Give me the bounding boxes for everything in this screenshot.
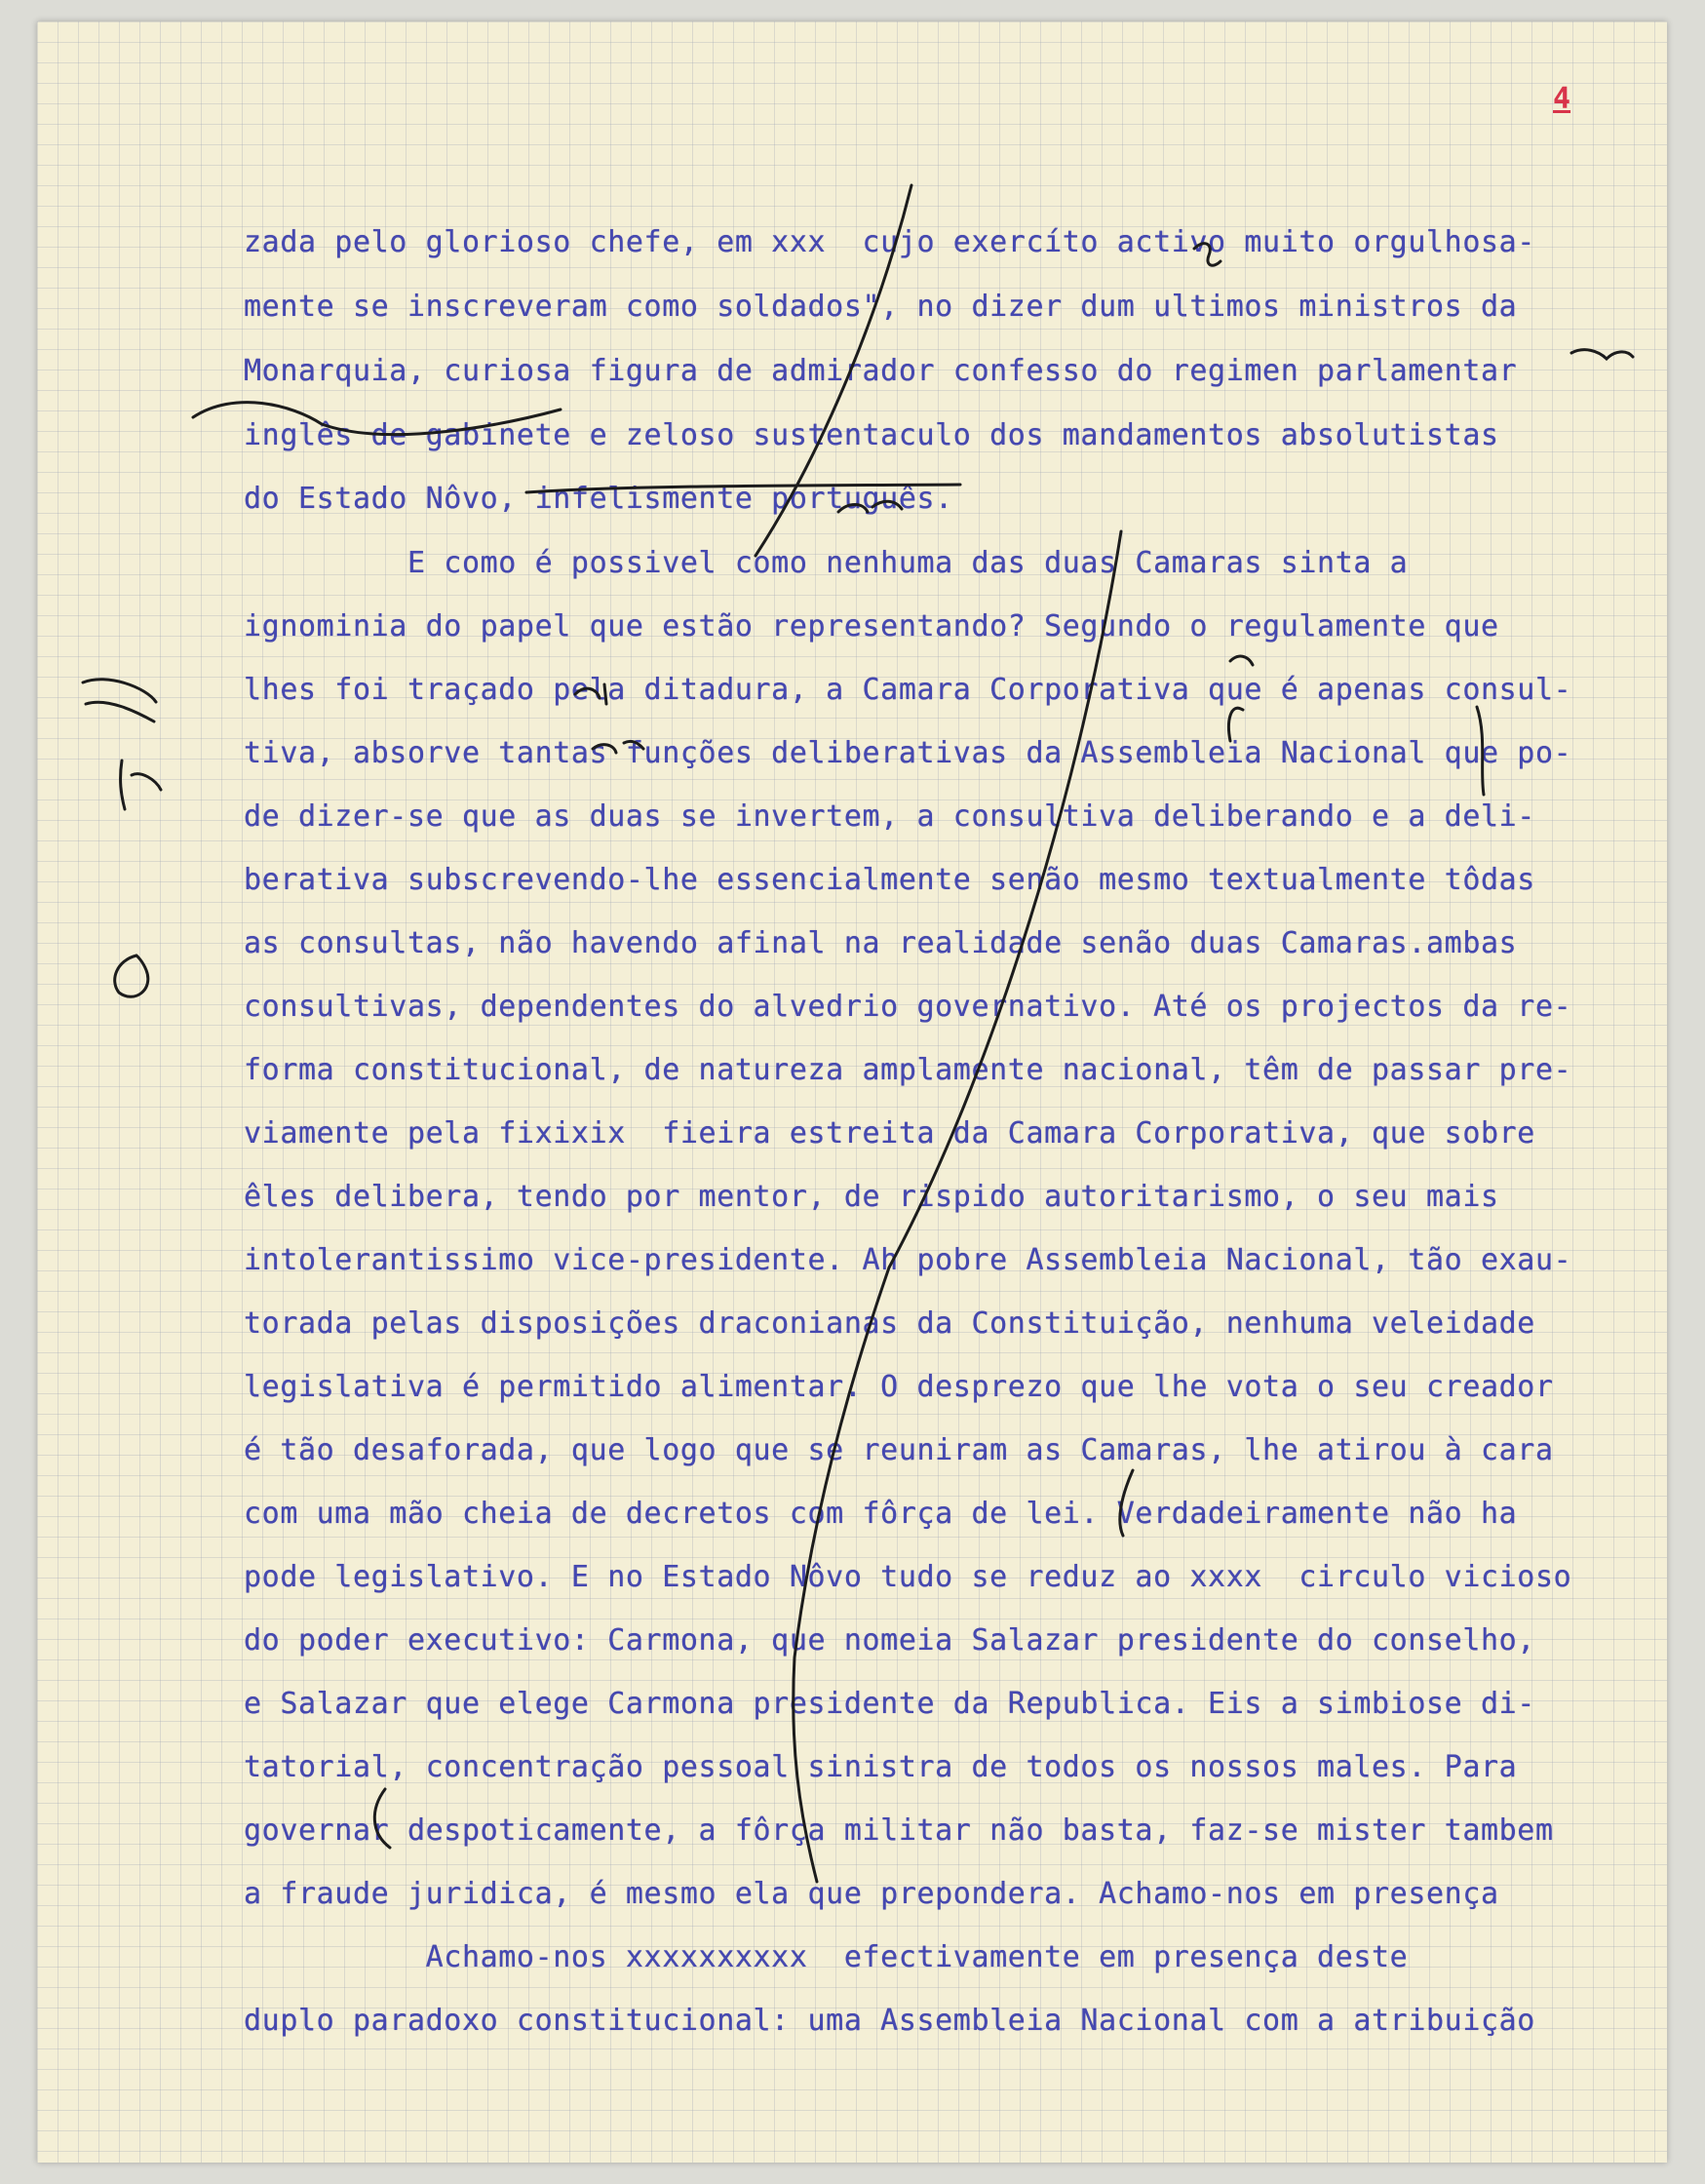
- text-line: berativa subscrevendo-lhe essencialmente senão mesmo textualmente tôdas: [244, 863, 1535, 897]
- text-line: legislativa é permitido alimentar. O desprezo que lhe vota o seu creador: [244, 1370, 1554, 1404]
- text-line: tiva, absorve tantas funções deliberativas da Assembleia Nacional que po-: [244, 736, 1572, 770]
- text-line: viamente pela fixixix fieira estreita da Camara Corporativa, que sobre: [244, 1116, 1535, 1150]
- text-line: intolerantissimo vice-presidente. Ah pobre Assembleia Nacional, tão exau-: [244, 1243, 1572, 1277]
- text-line: inglês de gabinete e zeloso sustentaculo dos mandamentos absolutistas: [244, 418, 1499, 452]
- text-line: Monarquia, curiosa figura de admirador confesso do regimen parlamentar: [244, 354, 1518, 388]
- text-line: com uma mão cheia de decretos com fôrça de lei. Verdadeiramente não ha: [244, 1497, 1518, 1531]
- text-line: as consultas, não havendo afinal na realidade senão duas Camaras.ambas: [244, 926, 1518, 960]
- page-number: 4: [1553, 82, 1571, 116]
- text-line: a fraude juridica, é mesmo ela que prepondera. Achamo-nos em presença: [244, 1877, 1499, 1911]
- text-line: torada pelas disposições draconianas da Constituição, nenhuma veleidade: [244, 1306, 1535, 1341]
- text-line: de dizer-se que as duas se invertem, a consultiva deliberando e a deli-: [244, 800, 1535, 834]
- text-line: pode legislativo. E no Estado Nôvo tudo se reduz ao xxxx circulo vicioso: [244, 1560, 1572, 1594]
- text-line: consultivas, dependentes do alvedrio governativo. Até os projectos da re-: [244, 990, 1572, 1024]
- text-line: zada pelo glorioso chefe, em xxx cujo exercíto activo muito orgulhosa-: [244, 225, 1535, 259]
- text-line: ignominia do papel que estão representando? Segundo o regulamente que: [244, 609, 1499, 644]
- text-line: tatorial, concentração pessoal sinistra de todos os nossos males. Para: [244, 1750, 1518, 1784]
- text-line: duplo paradoxo constitucional: uma Assembleia Nacional com a atribuição: [244, 2004, 1535, 2038]
- typewritten-page: [37, 21, 1667, 2163]
- text-line: Achamo-nos xxxxxxxxxx efectivamente em presença deste: [244, 1940, 1409, 1974]
- text-line: do Estado Nôvo, infelismente português.: [244, 482, 953, 516]
- text-line: e Salazar que elege Carmona presidente da Republica. Eis a simbiose di-: [244, 1687, 1535, 1721]
- text-line: do poder executivo: Carmona, que nomeia Salazar presidente do conselho,: [244, 1623, 1535, 1658]
- text-line: êles delibera, tendo por mentor, de rispido autoritarismo, o seu mais: [244, 1180, 1499, 1214]
- text-line: forma constitucional, de natureza amplamente nacional, têm de passar pre-: [244, 1053, 1572, 1087]
- text-line: mente se inscreveram como soldados", no dizer dum ultimos ministros da: [244, 290, 1518, 324]
- text-line: governar despoticamente, a fôrça militar não basta, faz-se mister tambem: [244, 1814, 1554, 1848]
- text-line: é tão desaforada, que logo que se reuniram as Camaras, lhe atirou à cara: [244, 1433, 1554, 1467]
- text-line: E como é possivel como nenhuma das duas Camaras sinta a: [244, 546, 1409, 580]
- text-line: lhes foi traçado pela ditadura, a Camara Corporativa que é apenas consul-: [244, 673, 1572, 707]
